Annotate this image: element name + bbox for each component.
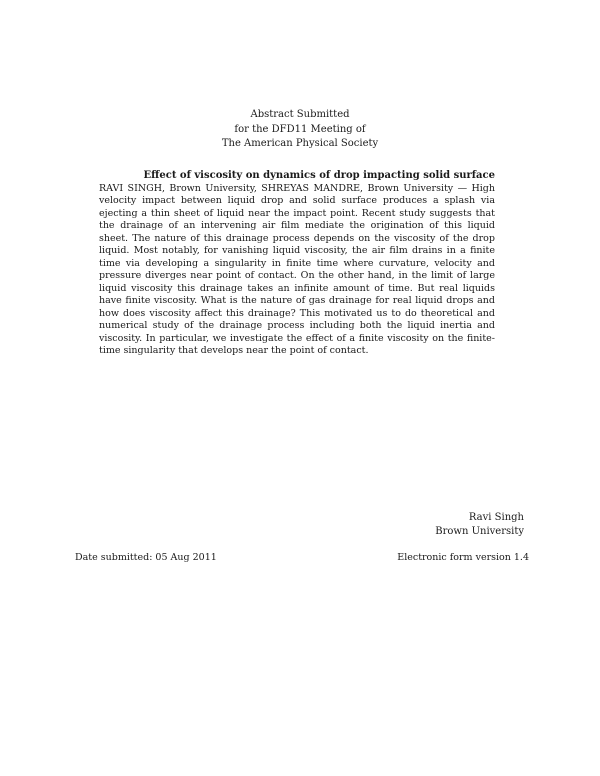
header-line-abstract-submitted: Abstract Submitted — [250, 109, 350, 120]
submission-header — [0, 108, 600, 152]
author-signature — [435, 511, 524, 539]
abstract-title: Effect of viscosity on dynamics of drop impacting solid surface — [143, 170, 495, 181]
form-version: Electronic form version 1.4 — [397, 552, 529, 563]
author-affiliation: Brown University — [435, 526, 524, 537]
abstract-body: RAVI SINGH, Brown University, SHREYAS MANDRE, Brown University — High velocity impact between liquid drop and solid surface produces a splash via ejecting a thin sheet of liquid near the impact point. Recent study suggests that the drainage of an intervening air film mediate the origination of this liquid sheet. The nature of this drainage process depends on the viscosity of the drop liquid. Most notably, for vanishing liquid viscosity, the air film drains in a finite time via developing a singularity in finite time where curvature, velocity and pressure diverges near point of contact. On the other hand, in the limit of large liquid viscosity this drainage takes an infinite amount of time. But real liquids have finite viscosity. What is the nature of gas drainage for real liquid drops and how does viscosity affect this drainage? This motivated us to do theoretical and numerical study of the drainage process including both the liquid inertia and viscosity. In particular, we investigate the effect of a finite viscosity on the finite-time singularity that develops near the point of contact. — [99, 182, 495, 356]
header-line-meeting: for the DFD11 Meeting of — [234, 123, 366, 135]
document-footer — [75, 552, 529, 563]
date-submitted: Date submitted: 05 Aug 2011 — [75, 552, 217, 563]
author-name: Ravi Singh — [468, 512, 524, 523]
abstract-section — [99, 170, 495, 358]
header-line-society: The American Physical Society — [221, 138, 379, 149]
